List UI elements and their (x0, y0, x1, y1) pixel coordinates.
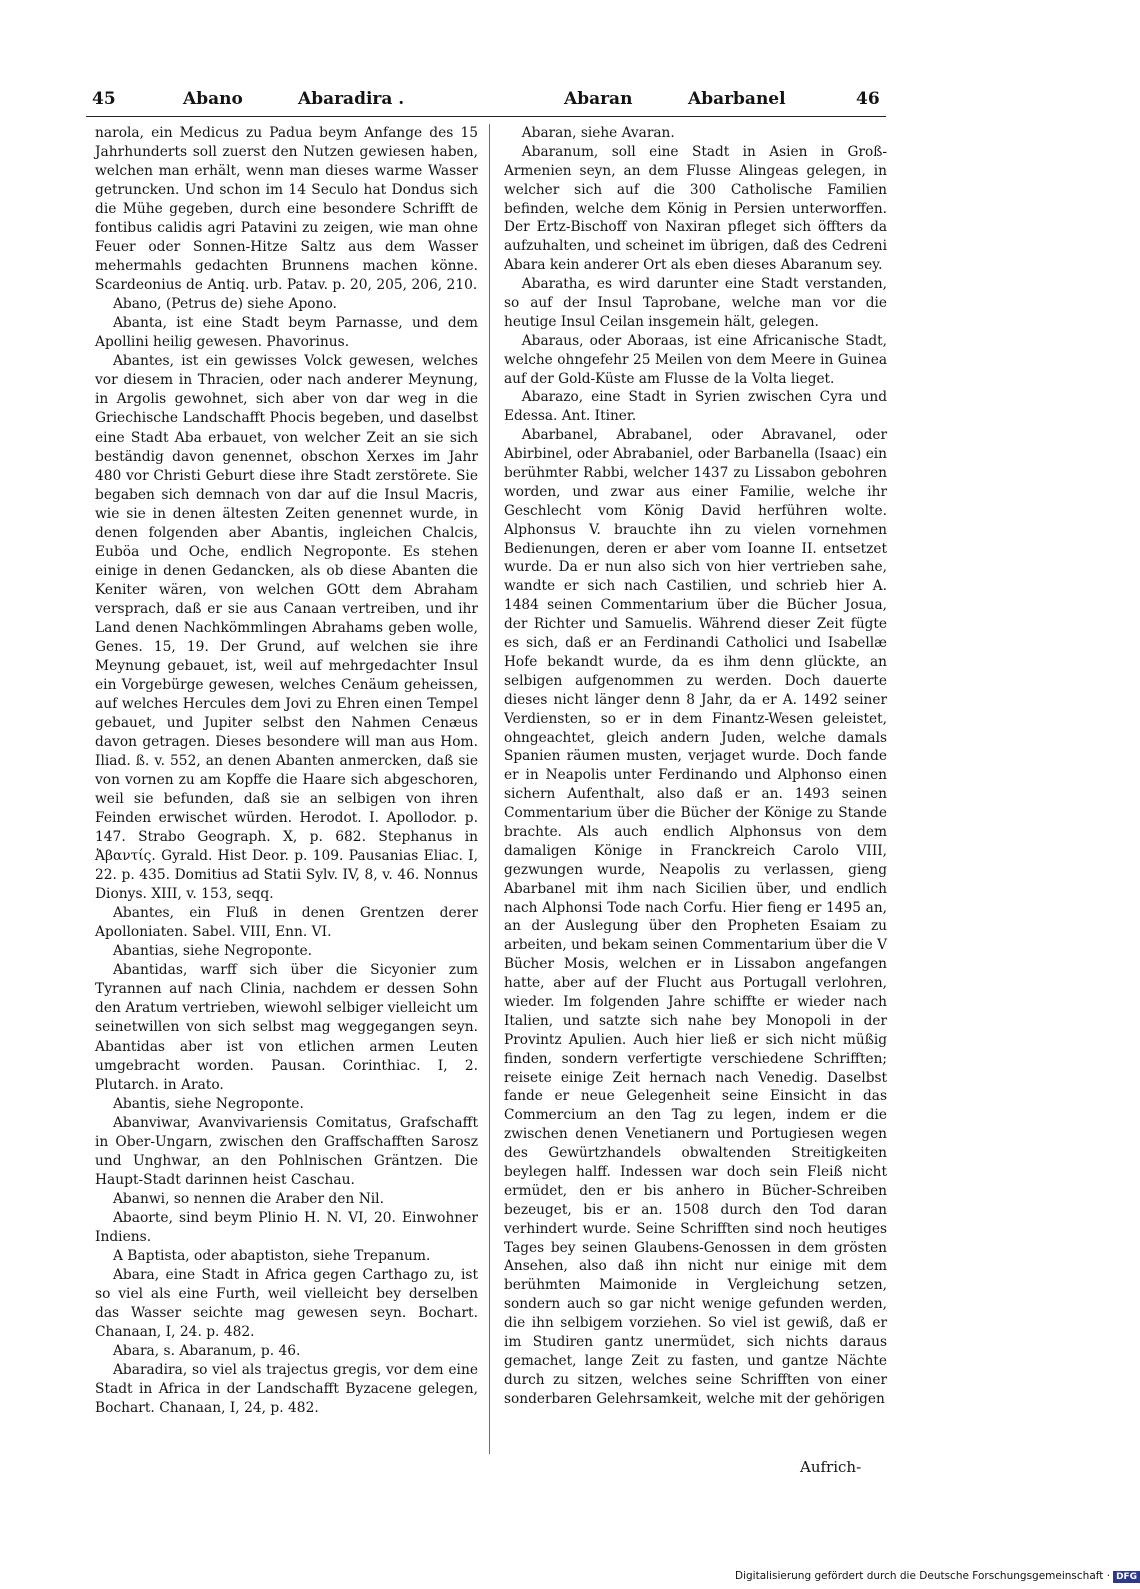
entry-paragraph: A Baptista, oder abaptiston, siehe Trepanum. (112, 1247, 431, 1264)
entry-paragraph: narola, ein Medicus zu Padua beym Anfange des 15 Jahrhunderts soll zuerst den Nutzen gewiesen haben, welchen man erhält, wenn man dieses warme Wasser getruncken. Und schon im 14 Seculo hat Dondus sich die Mühe gegeben, durch eine besondere Schrifft de fontibus calidis agri Patavini zu zeigen, wie man ohne Feuer oder Sonnen-Hitze Saltz aus dem Wasser mehermahls gedachten Brunnens machen könne. Scardeonius de Antiq. urb. Patav. p. 20, 205, 206, 210. (95, 125, 478, 294)
entry-paragraph: Abanta, ist eine Stadt beym Parnasse, und dem Apollini heilig gewesen. Phavorinus. (95, 315, 478, 351)
entry-paragraph: Abara, eine Stadt in Africa gegen Carthago zu, ist so viel als eine Furth, weil vielleicht bey derselben das Wasser seichte mag gewesen seyn. Bochart. Chanaan, I, 24. p. 482. (95, 1266, 478, 1340)
header-keyword-1: Abano (183, 89, 243, 109)
header-keyword-4: Abarbanel (688, 89, 786, 109)
page-number-right: 46 (856, 89, 880, 109)
entry-paragraph: Abano, (Petrus de) siehe Apono. (112, 296, 337, 313)
entry-paragraph: Abantidas, warff sich über die Sicyonier zum Tyrannen auf nach Clinia, nachdem er dessen Sohn den Aratum vertrieben, wiewohl selbiger vielleicht um seinetwillen von sich selbst mag weggegangen seyn. Abantidas aber ist von etlichen armen Leuten umgebracht worden. Pausan. Corinthiac. I, 2. Plutarch. in Arato. (95, 962, 478, 1093)
entry-paragraph: Abantes, ist ein gewisses Volck gewesen, welches vor diesem in Thracien, oder nach anderer Meynung, in Argolis gewohnet, sich aber von dar weg in die Griechische Landschafft Phocis begeben, und daselbst eine Stadt Aba erbauet, von welcher Zeit an sie sich beständig davon genennet, obschon Xerxes im Jahr 480 vor Christi Geburt diese ihre Stadt zerstörete. Sie begaben sich demnach von dar auf die Insul Macris, wie sie in denen ältesten Zeiten genennet wurde, in denen folgenden aber Abantis, ingleichen Chalcis, Euböa und Oche, endlich Negroponte. Es stehen einige in denen Gedancken, als ob diese Abanten die Keniter wären, von welchen GOtt dem Abraham versprach, daß er sie aus Canaan vertreiben, und ihr Land denen Nachkömmlingen Abrahams geben wolle, Genes. 15, 19. Der Grund, auf welchen sie ihre Meynung gebauet, ist, weil auf mehrgedachter Insul ein Vorgebürge gewesen, welches Cenäum geheissen, auf welches Hercules dem Jovi zu Ehren einen Tempel gebauet, und Jupiter selbst den Nahmen Cenæus davon getragen. Dieses besondere will man aus Hom. Iliad. ß. v. 552, an denen Abanten anmercken, daß sie von vornen zu am Kopffe die Haare sich abgeschoren, weil sie befunden, daß sie an selbigen von ihren Feinden erwischet würden. Herodot. I. Apollodor. p. 147. Strabo Geograph. X, p. 682. Stephanus in Ἀβαντίς. Gyrald. Hist Deor. p. 109. Pausanias Eliac. I, 22. p. 435. Domitius ad Statii Sylv. IV, 8, v. 46. Nonnus Dionys. XIII, v. 153, seqq. (95, 353, 478, 903)
entry-paragraph: Abaran, siehe Avaran. (521, 125, 675, 141)
entry-paragraph: Abantis, siehe Negroponte. (112, 1095, 304, 1112)
footer-credit (735, 1570, 1140, 1583)
entry-paragraph: Abanwi, so nennen die Araber den Nil. (112, 1190, 384, 1207)
entry-paragraph: Abantias, siehe Negroponte. (112, 943, 313, 960)
entry-paragraph: Abaratha, es wird darunter eine Stadt verstanden, so auf der Insul Taprobane, welche man vor die heutige Insul Ceilan insgemein hält, gelegen. (504, 276, 887, 330)
header-keyword-2: Abaradira . (298, 89, 405, 109)
page-number-left: 45 (92, 89, 116, 109)
left-column (95, 124, 478, 1454)
entry-paragraph: Abarbanel, Abrabanel, oder Abravanel, oder Abirbinel, oder Abrabaniel, oder Barbanella (Isaac) ein berühmter Rabbi, welcher 1437 zu Lissabon gebohren worden, und zwar aus einer Familie, welche ihr Geschlecht vom König David herführen wolte. Alphonsus V. brauchte ihn zu vielen vornehmen Bedienungen, deren er aber vom Ioanne II. entsetzet wurde. Da er nun also sich von hier vertrieben sahe, wandte er sich nach Castilien, und schrieb hier A. 1484 seinen Commentarium über die Bücher Josua, der Richter und Samuelis. Während dieser Zeit fügte es sich, daß er an Ferdinandi Catholici und Isabellæ Hofe bekandt wurde, da es ihm denn glückte, an selbigen aufgenommen zu werden. Doch dauerte dieses nicht länger denn 8 Jahr, da er A. 1492 seiner Verdiensten, so er in dem Finantz-Wesen geleistet, ohngeachtet, gleich andern Juden, welche damals Spanien räumen musten, verjaget wurde. Doch fande er in Neapolis unter Ferdinando und Alphonso einen sichern Aufenthalt, also daß er an. 1493 seinen Commentarium über die Bücher der Könige zu Stande brachte. Als auch endlich Alphonsus von dem damaligen Könige in Franckreich Carolo VIII, gezwungen wurde, Neapolis zu verlassen, gieng Abarbanel mit ihm nach Sicilien über, und endlich nach Alphonsi Tode nach Corfu. Hier fieng er 1495 an, an der Auslegung über den Propheten Esaiam zu arbeiten, und bekam seinen Commentarium über die V Bücher Mosis, welchen er in Lissabon angefangen hatte, aber auf der Flucht aus Portugall verlohren, wieder. Im folgenden Jahre schiffte er wieder nach Italien, und satzte sich nahe bey Monopoli in der Provintz Apulien. Auch hier ließ er sich nicht müßig finden, sondern verfertigte verschiedene Schrifften; reisete einige Zeit hernach nach Venedig. Daselbst fande er neue Gelegenheit seine Einsicht in das Commercium an den Tag zu legen, indem er die zwischen denen Venetianern und Portugiesen wegen des Gewürtzhandels obwaltenden Streitigkeiten beylegen halff. Indessen war doch sein Fleiß nicht ermüdet, den er bis anhero in Bücher-Schreiben bezeuget, bis er an. 1508 durch den Tod daran verhindert wurde. Seine Schrifften sind noch heutiges Tages bey seinen Glaubens-Genossen in dem grösten Ansehen, also daß ihn nicht nur einige mit dem berühmten Maimonide in Vergleichung setzen, sondern auch so gar nicht wenige gefunden werden, die ihn selbigem vorziehen. So viel ist gewiß, daß er im Studiren gantz unermüdet, sich nichts daraus gemachet, lange Zeit zu fasten, und gantze Nächte durch zu sitzen, welches seine Schrifften von einer sonderbaren Gelehrsamkeit, welche mit der gehörigen (504, 427, 887, 1407)
footer-text: Digitalisierung gefördert durch die Deutsche Forschungsgemeinschaft · (735, 1570, 1111, 1582)
entry-paragraph: Abara, s. Abaranum, p. 46. (112, 1343, 301, 1359)
running-header (86, 86, 886, 117)
entry-paragraph: Abaorte, sind beym Plinio H. N. VI, 20. Einwohner Indiens. (95, 1209, 478, 1245)
entry-paragraph: Abaradira, so viel als trajectus gregis, vor dem eine Stadt in Africa in der Landschafft Byzacene gelegen, Bochart. Chanaan, I, 24, p. 482. (95, 1362, 478, 1417)
header-keyword-3: Abaran (564, 89, 633, 109)
column-divider (489, 124, 490, 1454)
entry-paragraph: Abaranum, soll eine Stadt in Asien in Groß-Armenien seyn, an dem Flusse Alingeas gelegen, in welcher sich auf die 300 Catholische Familien befinden, welche dem König in Persien unterworffen. Der Ertz-Bischoff von Naxiran pfleget sich öffters da aufzuhalten, und scheinet im übrigen, daß des Cedreni Abara kein anderer Ort als eben dieses Abaranum sey. (504, 143, 887, 274)
entry-paragraph: Abanviwar, Avanvivariensis Comitatus, Grafschafft in Ober-Ungarn, zwischen den Graffschafften Sarosz und Unghwar, an den Pohlnischen Gräntzen. Die Haupt-Stadt darinnen heist Caschau. (95, 1114, 478, 1188)
catchword: Aufrich- (800, 1458, 862, 1476)
right-column (504, 124, 887, 1454)
entry-paragraph: Abarazo, eine Stadt in Syrien zwischen Cyra und Edessa. Ant. Itiner. (504, 389, 887, 425)
entry-paragraph: Abantes, ein Fluß in denen Grentzen derer Apolloniaten. Sabel. VIII, Enn. VI. (95, 905, 478, 941)
dfg-logo: DFG (1113, 1571, 1140, 1583)
entry-paragraph: Abaraus, oder Aboraas, ist eine Africanische Stadt, welche ohngefehr 25 Meilen von dem Meere in Guinea auf der Gold-Küste am Flusse de la Volta lieget. (504, 332, 887, 387)
